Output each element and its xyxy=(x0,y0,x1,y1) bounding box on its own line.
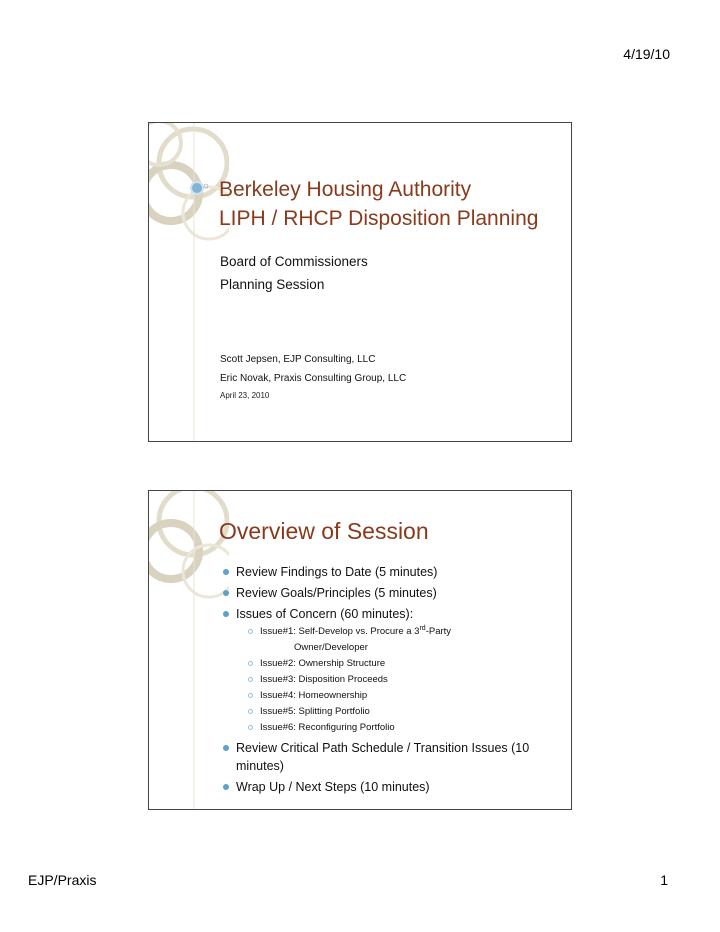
bullet-icon xyxy=(223,745,229,751)
bullet-icon xyxy=(223,569,229,575)
decorative-circles-graphic xyxy=(149,491,229,810)
title-line-1: Berkeley Housing Authority xyxy=(219,178,472,201)
agenda-list xyxy=(223,563,563,799)
agenda-item: Review Goals/Principles (5 minutes) xyxy=(223,584,563,602)
subtitle-line-2: Planning Session xyxy=(220,277,325,292)
author-1: Scott Jepsen, EJP Consulting, LLC xyxy=(220,354,376,365)
issue-item: Issue#1: Self-Develop vs. Procure a 3rd-Party Owner/Developer xyxy=(248,624,563,656)
bullet-icon xyxy=(223,611,229,617)
sub-bullet-icon xyxy=(248,709,253,714)
issues-sublist xyxy=(248,624,563,736)
bullet-icon xyxy=(223,590,229,596)
agenda-item: Wrap Up / Next Steps (10 minutes) xyxy=(223,778,563,796)
issue-item: Issue#3: Disposition Proceeds xyxy=(248,672,563,688)
sub-bullet-icon xyxy=(248,693,253,698)
slide-title: Overview of Session xyxy=(219,518,429,544)
issue-item: Issue#4: Homeownership xyxy=(248,688,563,704)
presentation-date: April 23, 2010 xyxy=(220,391,270,400)
slide-title xyxy=(219,175,538,233)
agenda-item: Review Findings to Date (5 minutes) xyxy=(223,563,563,581)
sub-bullet-icon xyxy=(248,677,253,682)
title-slide xyxy=(148,122,572,442)
sub-bullet-icon xyxy=(248,661,253,666)
issue-item: Issue#2: Ownership Structure xyxy=(248,656,563,672)
agenda-item: Review Critical Path Schedule / Transition Issues (10 minutes) xyxy=(223,739,563,775)
issue-item: Issue#5: Splitting Portfolio xyxy=(248,704,563,720)
title-line-2: LIPH / RHCP Disposition Planning xyxy=(219,207,539,230)
author-2: Eric Novak, Praxis Consulting Group, LLC xyxy=(220,373,407,384)
page-number: 1 xyxy=(660,872,668,888)
subtitle-line-1: Board of Commissioners xyxy=(220,254,368,269)
footer-label: EJP/Praxis xyxy=(28,872,97,888)
agenda-item: Issues of Concern (60 minutes): Issue#1: Self-Develop vs. Procure a 3rd-Party Owner/Developer Issue#2: Ownership Structure Issue#3: Disposition Proceeds Issue#4: Homeownership Issue#5: Splitting Portfolio Issue#6: Reconfiguring Portfolio xyxy=(223,605,563,736)
overview-slide xyxy=(148,490,572,810)
handout-date: 4/19/10 xyxy=(623,46,670,62)
bullet-icon xyxy=(223,784,229,790)
sub-bullet-icon xyxy=(248,629,253,634)
decorative-circles-graphic xyxy=(149,123,229,442)
issue-item: Issue#6: Reconfiguring Portfolio xyxy=(248,720,563,736)
sub-bullet-icon xyxy=(248,725,253,730)
